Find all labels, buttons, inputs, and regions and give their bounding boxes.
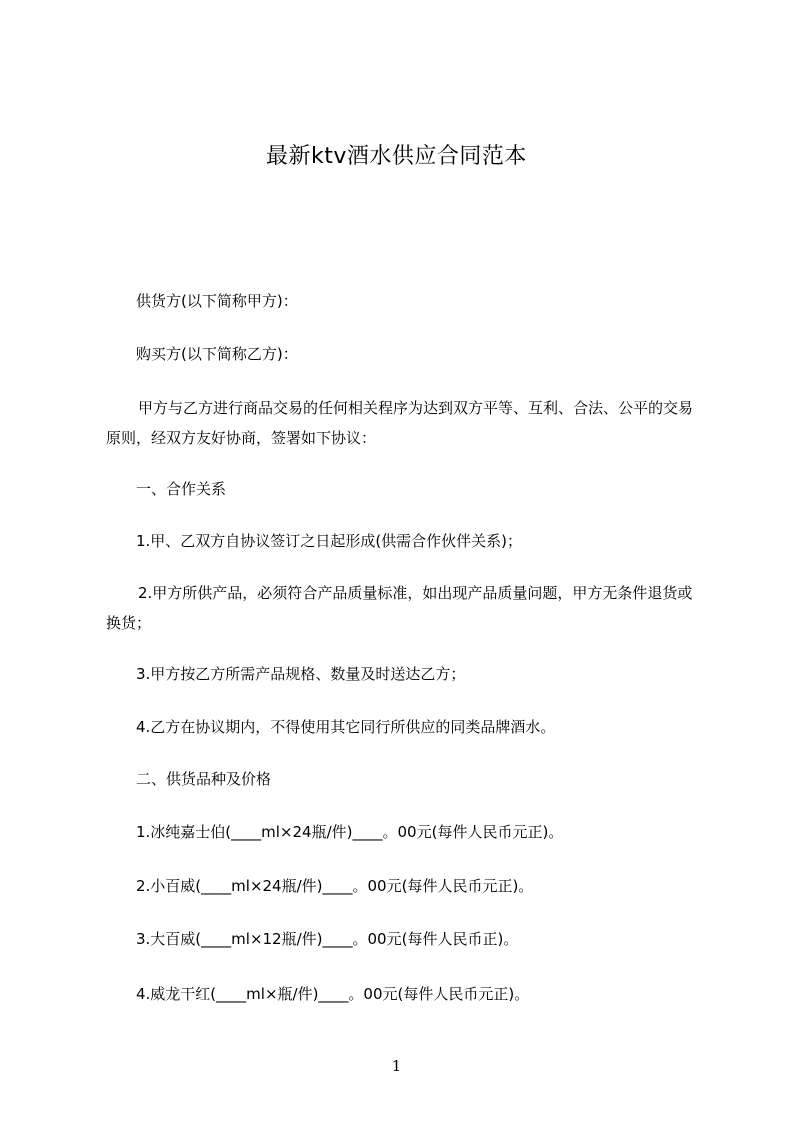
paragraph-supplier: 供货方(以下简称甲方)： — [136, 292, 298, 310]
clause-1-4: 4.乙方在协议期内，不得使用其它同行所供应的同类品牌酒水。 — [136, 718, 556, 736]
paragraph-buyer: 购买方(以下简称乙方)： — [136, 345, 298, 363]
product-item-3: 3.大百威(____ml×12瓶/件)____。00元(每件人民币正)。 — [136, 930, 519, 948]
section-heading-products: 二、供货品种及价格 — [136, 770, 272, 788]
product-item-1: 1.冰纯嘉士伯(____ml×24瓶/件)____。00元(每件人民币元正)。 — [136, 823, 564, 841]
document-title: 最新ktv酒水供应合同范本 — [266, 144, 527, 169]
product-item-2: 2.小百威(____ml×24瓶/件)____。00元(每件人民币元正)。 — [136, 877, 534, 895]
clause-1-2: 2.甲方所供产品，必须符合产品质量标准，如出现产品质量问题，甲方无条件退货或换货； — [106, 584, 693, 632]
product-item-4: 4.威龙干红(____ml×瓶/件)____。00元(每件人民币元正)。 — [136, 985, 530, 1003]
clause-1-3: 3.甲方按乙方所需产品规格、数量及时送达乙方； — [136, 665, 466, 683]
page-number: 1 — [391, 1057, 402, 1075]
clause-1-1: 1.甲、乙双方自协议签订之日起形成(供需合作伙伴关系)； — [136, 532, 523, 550]
paragraph-preamble: 甲方与乙方进行商品交易的任何相关程序为达到双方平等、互利、合法、公平的交易原则，经双方友好协商，签署如下协议： — [106, 399, 694, 447]
section-heading-cooperation: 一、合作关系 — [136, 480, 227, 498]
